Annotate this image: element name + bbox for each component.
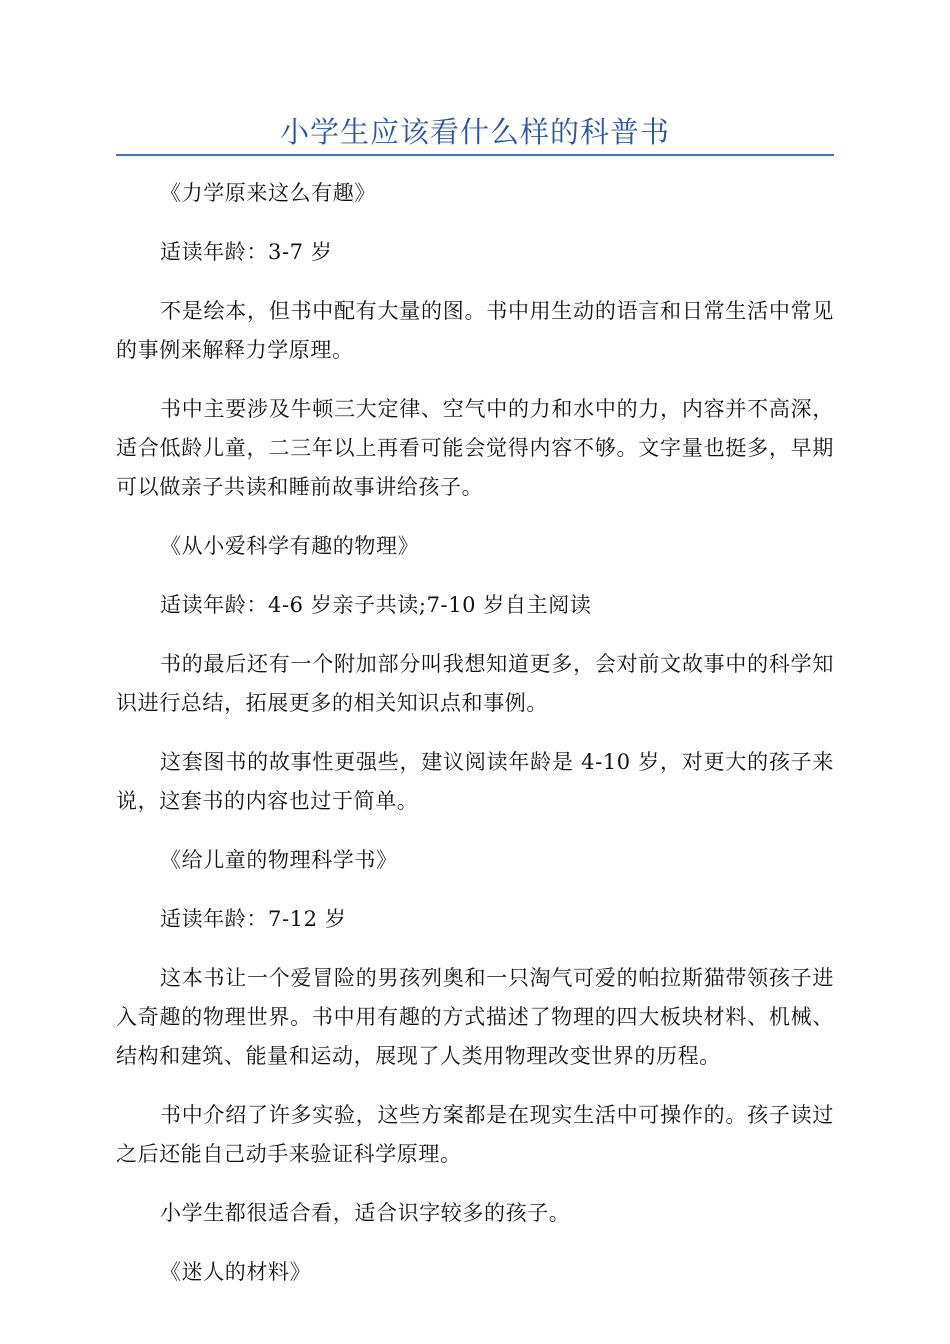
reading-age-3: 适读年龄：7-12 岁 [160,907,347,931]
book-title-1: 《力学原来这么有趣》 [160,181,376,205]
paragraph-5: 这本书让一个爱冒险的男孩列奥和一只淘气可爱的帕拉斯猫带领孩子进入奇趣的物理世界。书中用有趣的方式描述了物理的四大板块材料、机械、结构和建筑、能量和运动，展现了人类用物理改变世界的历程。 [116,966,834,1068]
paragraph-1: 不是绘本，但书中配有大量的图。书中用生动的语言和日常生活中常见的事例来解释力学原理。 [116,299,834,362]
paragraph-4: 这套图书的故事性更强些，建议阅读年龄是 4-10 岁，对更大的孩子来说，这套书的内容也过于简单。 [116,750,834,813]
book-title-4: 《迷人的材料》 [160,1260,312,1284]
document-body [116,174,834,1292]
paragraph-3: 书的最后还有一个附加部分叫我想知道更多，会对前文故事中的科学知识进行总结，拓展更多的相关知识点和事例。 [116,652,834,715]
reading-age-2: 适读年龄：4-6 岁亲子共读;7-10 岁自主阅读 [160,593,592,617]
title-underline [116,154,834,156]
paragraph-6: 书中介绍了许多实验，这些方案都是在现实生活中可操作的。孩子读过之后还能自己动手来验证科学原理。 [116,1103,834,1166]
book-title-2: 《从小爱科学有趣的物理》 [160,534,420,558]
book-title-3: 《给儿童的物理科学书》 [160,848,398,872]
page-title: 小学生应该看什么样的科普书 [279,115,670,149]
reading-age-1: 适读年龄：3-7 岁 [160,240,333,264]
paragraph-2: 书中主要涉及牛顿三大定律、空气中的力和水中的力，内容并不高深，适合低龄儿童，二三年以上再看可能会觉得内容不够。文字量也挺多，早期可以做亲子共读和睡前故事讲给孩子。 [116,397,834,499]
paragraph-7: 小学生都很适合看，适合识字较多的孩子。 [160,1201,571,1225]
